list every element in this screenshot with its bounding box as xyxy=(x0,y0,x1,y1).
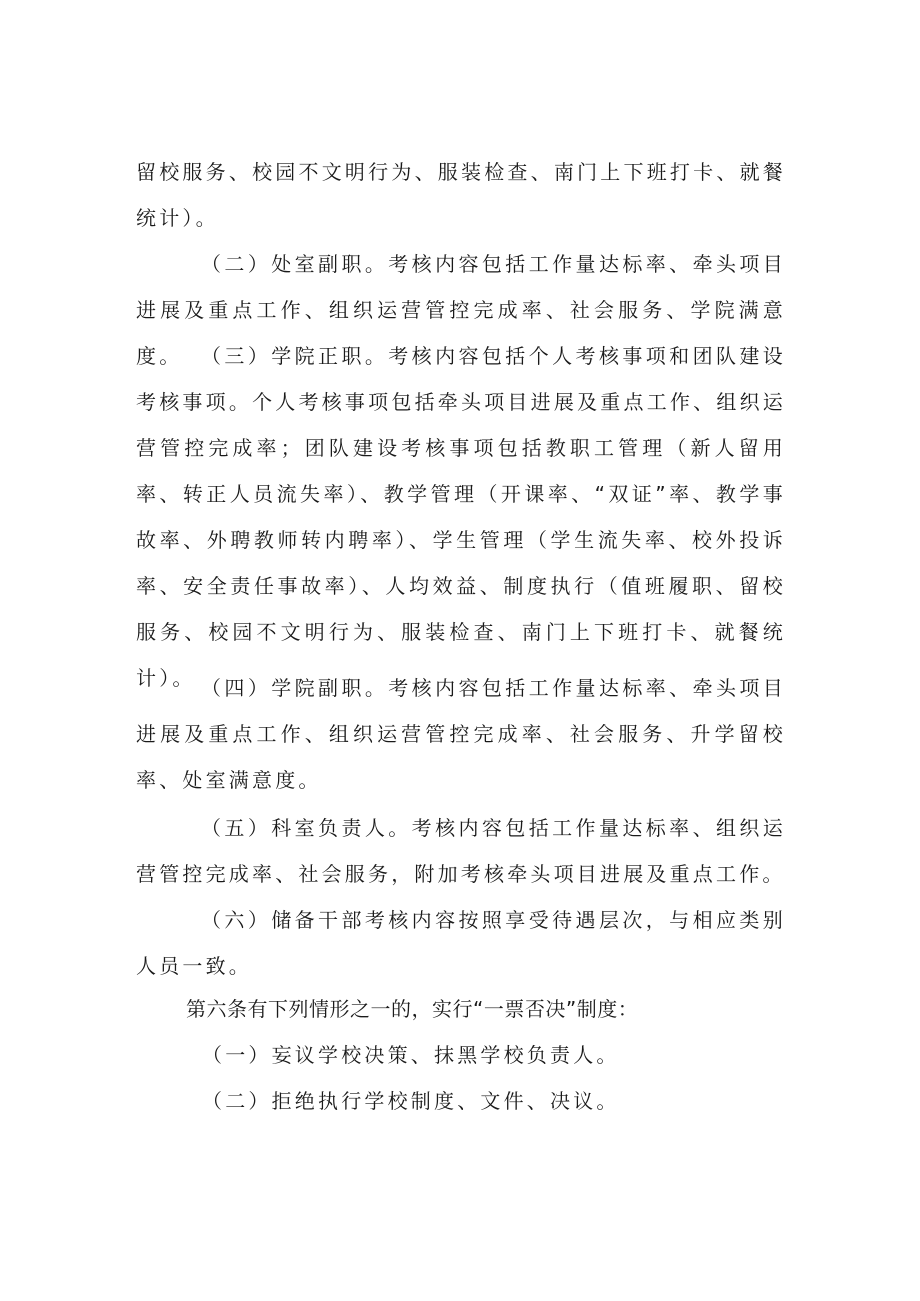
continued-paragraph: 留校服务、校园不文明行为、服装检查、南门上下班打卡、就餐统计）。 xyxy=(136,160,786,230)
article-six-heading: 第六条有下列情形之一的，实行“一票否决”制度： xyxy=(186,997,639,1021)
paragraph-reserve-cadre: （六）储备干部考核内容按照享受待遇层次，与相应类别人员一致。 xyxy=(136,908,786,978)
article-six-item-1: （一）妄议学校决策、抹黑学校负责人。 xyxy=(202,1043,620,1067)
paragraph-college-deputy: （四）学院副职。考核内容包括工作量达标率、牵头项目进展及重点工作、组织运营管控完成率、社会服务、升学留校率、处室满意度。 xyxy=(136,676,786,792)
article-six-item-2: （二）拒绝执行学校制度、文件、决议。 xyxy=(202,1089,620,1113)
paragraph-office-deputy: （二）处室副职。考核内容包括工作量达标率、牵头项目进展及重点工作、组织运营管控完成率、社会服务、学院满意度。 xyxy=(136,252,786,368)
paragraph-section-head: （五）科室负责人。考核内容包括工作量达标率、组织运营管控完成率、社会服务，附加考核牵头项目进展及重点工作。 xyxy=(136,816,786,886)
paragraph-college-head: （三）学院正职。考核内容包括个人考核事项和团队建设考核事项。个人考核事项包括牵头项目进展及重点工作、组织运营管控完成率；团队建设考核事项包括教职工管理（新人留用率、转正人员流失率）、教学管理（开课率、“双证”率、教学事故率、外聘教师转内聘率）、学生管理（学生流失率、校外投诉率、安全责任事故率）、人均效益、制度执行（值班履职、留校服务、校园不文明行为、服装检查、南门上下班打卡、就餐统计）。 xyxy=(136,344,786,690)
